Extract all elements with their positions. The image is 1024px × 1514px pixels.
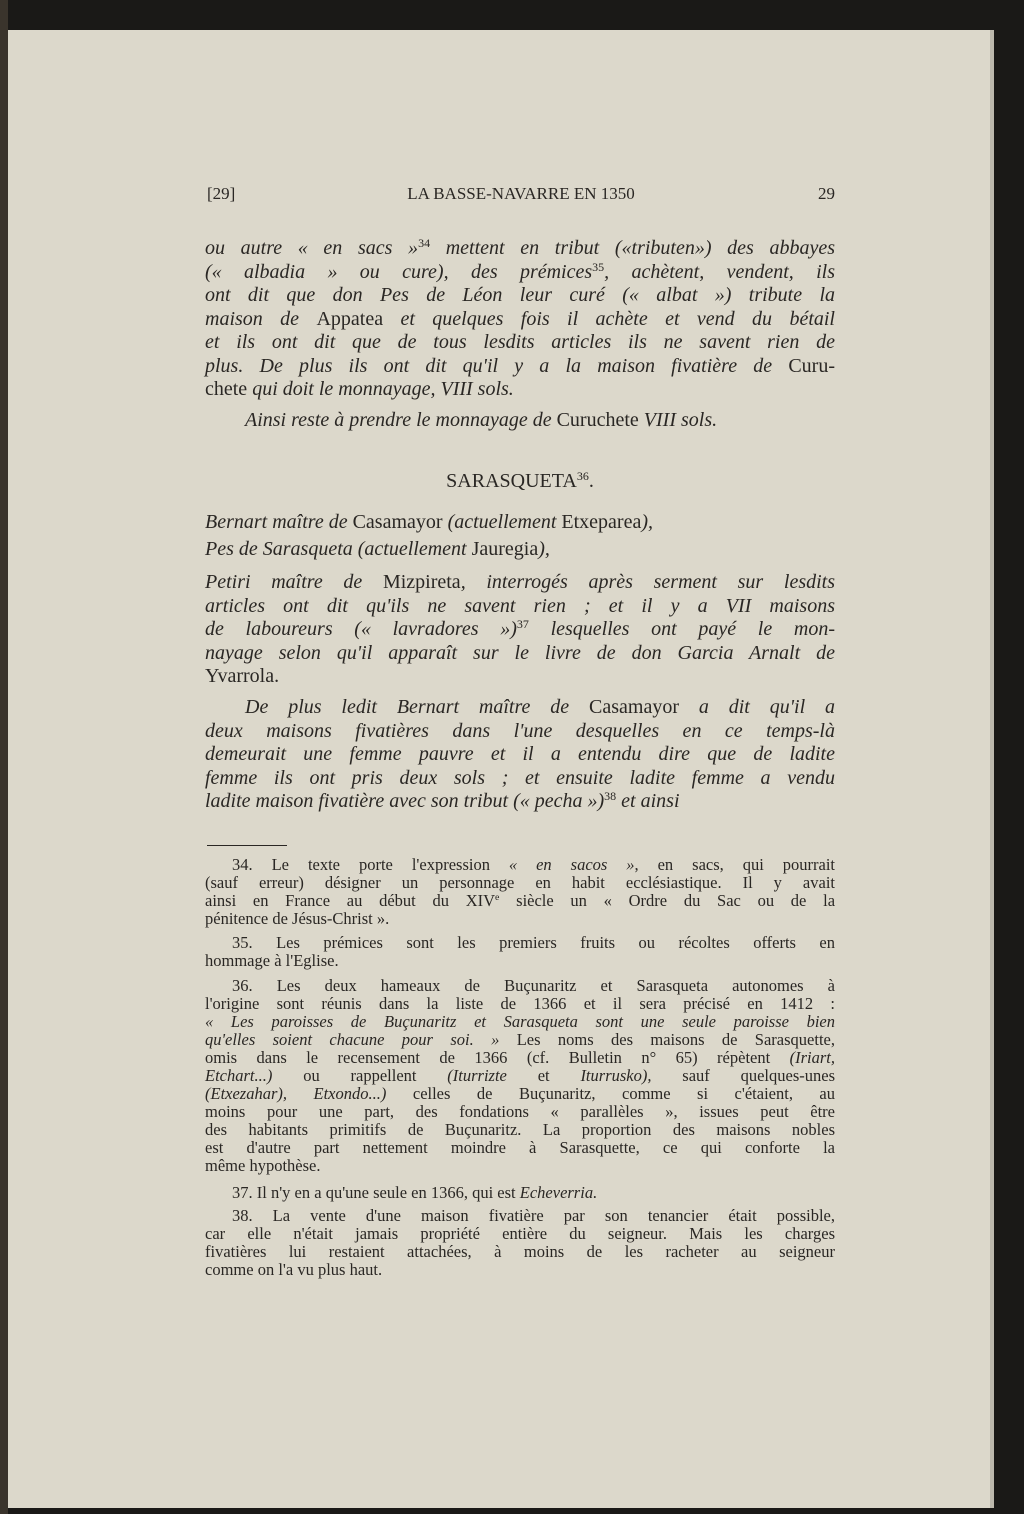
text-line: [205, 995, 835, 1013]
paragraph: [205, 511, 835, 535]
text-line: [205, 1067, 835, 1085]
section-title: [205, 470, 835, 493]
text-line: [205, 696, 835, 720]
text-run: (« albadia » ou cure), des prémices: [205, 260, 593, 283]
text-run: Les noms des maisons de Sarasquette,: [499, 1030, 835, 1049]
text-run: , en sacs, qui pourrait: [634, 855, 835, 874]
text-line: [205, 1139, 835, 1157]
text-line: [205, 790, 835, 814]
text-run: nayage selon qu'il apparaît sur le livre de don Garcia Arnalt de: [205, 641, 835, 664]
paragraph: [205, 538, 835, 562]
footnote-ref: 38: [604, 788, 617, 803]
section-title-text: SARASQUETA: [446, 470, 577, 492]
text-run: l'origine sont réunis dans la liste de 1366 et il sera précisé en 1412 :: [205, 994, 835, 1013]
text-run: chete: [205, 378, 248, 400]
text-line: [205, 1031, 835, 1049]
paragraph: [205, 237, 835, 402]
text-line: [205, 1261, 835, 1279]
text-run: 34. Le texte porte l'expression: [232, 855, 509, 874]
text-run: ladite maison fivatière avec son tribut (« pecha »): [205, 790, 605, 812]
footnote-ref: 34: [418, 235, 431, 250]
text-run: Petiri maître de: [205, 571, 383, 593]
text-run: ou autre « en sacs »: [205, 237, 419, 259]
footnote-rule: [207, 845, 287, 846]
text-run: fivatières lui restaient attachées, à moins de les racheter au seigneur: [205, 1242, 835, 1261]
text-run: comme on l'a vu plus haut.: [205, 1260, 383, 1279]
text-line: [205, 1049, 835, 1067]
header-title: LA BASSE-NAVARRE EN 1350: [407, 184, 635, 203]
text-run: pénitence de Jésus-Christ ».: [205, 909, 390, 928]
text-run: Ainsi reste à prendre le monnayage de: [245, 409, 557, 431]
text-run: (sauf erreur) désigner un personnage en habit ecclésiastique. Il y avait: [205, 873, 835, 892]
text-run: De plus ledit Bernart maître de: [245, 696, 590, 718]
text-run: (Iturrizte: [447, 1066, 507, 1085]
text-line: [205, 378, 835, 402]
text-run: VIII sols.: [638, 409, 718, 431]
page-edge: [990, 30, 994, 1508]
text-run: Casamayor: [589, 696, 679, 718]
text-line: [205, 892, 835, 910]
text-run: Bernart maître de: [205, 511, 353, 533]
text-line: [205, 767, 835, 791]
text-run: Echeverria.: [519, 1183, 598, 1202]
text-line: [205, 910, 835, 928]
text-run: celles de Buçunaritz, comme si c'étaient, au: [386, 1084, 836, 1103]
text-run: Iturrusko),: [580, 1066, 652, 1085]
text-run: Appatea: [316, 307, 384, 330]
text-line: [205, 237, 835, 261]
text-run: 35. Les prémices sont les premiers fruits ou récoltes offerts en: [232, 933, 835, 952]
text-run: Etxeparea: [561, 511, 642, 533]
text-line: [205, 1184, 835, 1202]
section-title-suffix: .: [588, 470, 594, 492]
text-run: maison de: [205, 307, 317, 330]
text-line: [205, 874, 835, 892]
running-header: [207, 184, 835, 208]
text-run: qu'elles soient chacune pour soi. »: [205, 1030, 500, 1049]
footnote-ref: 37: [516, 616, 529, 631]
text-run: (Iriart,: [789, 1048, 835, 1067]
text-run: mettent en tribut («tributen») des abbayes: [430, 237, 836, 259]
text-run: siècle un « Ordre du Sac ou de la: [499, 891, 836, 910]
footnote: [205, 856, 835, 928]
text-run: Etchart...): [205, 1066, 273, 1085]
text-run: a dit qu'il a: [679, 696, 835, 718]
text-run: (Etxezahar), Etxondo...): [205, 1084, 387, 1103]
text-run: ),: [538, 538, 550, 560]
text-line: [205, 1085, 835, 1103]
footnote-ref: e: [495, 892, 500, 904]
text-run: ou rappellent: [272, 1066, 448, 1085]
text-line: [205, 595, 835, 619]
text-run: demeurait une femme pauvre et il a entendu dire que de ladite: [205, 743, 835, 765]
text-line: [205, 409, 835, 433]
previous-page-edge: [0, 0, 8, 1514]
text-run: Curuchete: [556, 409, 639, 431]
text-run: et: [506, 1066, 581, 1085]
text-run: 36. Les deux hameaux de Buçunaritz et Sarasqueta autonomes à: [232, 976, 835, 995]
text-line: [205, 1103, 835, 1121]
text-line: [205, 856, 835, 874]
text-run: moins pour une part, des fondations « parallèles », issues peut être: [205, 1102, 835, 1121]
footnote: [205, 1184, 835, 1202]
text-run: et ils ont dit que de tous lesdits articles ils ne savent rien de: [205, 331, 835, 353]
text-run: 38. La vente d'une maison fivatière par son tenancier était possible,: [232, 1206, 835, 1225]
paragraph: [205, 571, 835, 689]
text-run: et ainsi: [616, 790, 680, 812]
text-line: [205, 665, 835, 689]
text-run: plus. De plus ils ont dit qu'il y a la maison fivatière de: [205, 354, 789, 377]
text-run: articles ont dit qu'ils ne savent rien ; et il y a VII maisons: [205, 594, 835, 617]
text-run: , interrogés après serment sur lesdits: [460, 571, 835, 593]
text-run: des habitants primitifs de Buçunaritz. La proportion des maisons nobles: [205, 1120, 835, 1139]
text-run: lesquelles ont payé le mon-: [528, 618, 836, 640]
text-run: « en sacos »: [508, 855, 635, 874]
text-line: [205, 743, 835, 767]
text-run: Pes de Sarasqueta (actuellement: [205, 538, 472, 560]
text-line: [205, 642, 835, 666]
text-run: Jauregia: [471, 538, 539, 560]
text-run: Casamayor: [352, 511, 443, 533]
text-line: [205, 538, 835, 562]
footnote: [205, 934, 835, 970]
text-line: [205, 571, 835, 595]
text-run: et quelques fois il achète et vend du bétail: [383, 307, 835, 330]
text-run: ),: [641, 511, 654, 533]
text-run: même hypothèse.: [205, 1156, 321, 1175]
text-run: est d'autre part nettement moindre à Sarasquette, ce qui conforte la: [205, 1138, 835, 1157]
header-left: [29]: [207, 184, 236, 203]
text-line: [205, 1121, 835, 1139]
footnote-ref: 36: [576, 468, 589, 483]
header-page-number: 29: [818, 184, 835, 203]
text-run: hommage à l'Eglise.: [205, 951, 339, 970]
text-run: car elle n'était jamais propriété entière du seigneur. Mais les charges: [205, 1224, 835, 1243]
text-run: ont dit que don Pes de Léon leur curé (« albat ») tribute la: [205, 284, 835, 306]
text-line: [205, 284, 835, 308]
text-line: [205, 511, 835, 535]
text-run: Mizpireta: [382, 571, 461, 593]
text-line: [205, 934, 835, 952]
text-line: [205, 1157, 835, 1175]
text-run: deux maisons fivatières dans l'une desquelles en ce temps-là: [205, 719, 835, 742]
text-run: Curu-: [788, 354, 835, 377]
text-line: [205, 355, 835, 379]
footnote-ref: 35: [592, 259, 605, 274]
text-line: [205, 1243, 835, 1261]
text-line: [205, 952, 835, 970]
text-run: 37. Il n'y en a qu'une seule en 1366, qui est: [232, 1183, 520, 1202]
text-run: , achètent, vendent, ils: [604, 260, 835, 283]
text-run: qui doit le monnayage, VIII sols.: [247, 378, 514, 400]
footnote: [205, 1207, 835, 1279]
text-run: omis dans le recensement de 1366 (cf. Bulletin n° 65) répètent: [205, 1048, 790, 1067]
text-line: [205, 977, 835, 995]
text-line: [205, 1207, 835, 1225]
footnote: [205, 977, 835, 1175]
text-line: [205, 261, 835, 285]
text-run: Yvarrola.: [205, 665, 280, 687]
paragraph: [205, 696, 835, 814]
text-line: [205, 331, 835, 355]
text-line: [205, 720, 835, 744]
text-line: [205, 1013, 835, 1031]
text-line: [205, 1225, 835, 1243]
paragraph: [205, 409, 835, 433]
text-run: « Les paroisses de Buçunaritz et Sarasqueta sont une seule paroisse bien: [205, 1012, 835, 1031]
text-run: (actuellement: [442, 511, 562, 533]
text-line: [205, 308, 835, 332]
text-run: ainsi en France au début du XIV: [205, 891, 496, 910]
text-run: de laboureurs (« lavradores »): [205, 618, 517, 640]
text-run: sauf quelques-unes: [651, 1066, 835, 1085]
text-run: femme ils ont pris deux sols ; et ensuite ladite femme a vendu: [205, 766, 835, 789]
text-line: [205, 618, 835, 642]
